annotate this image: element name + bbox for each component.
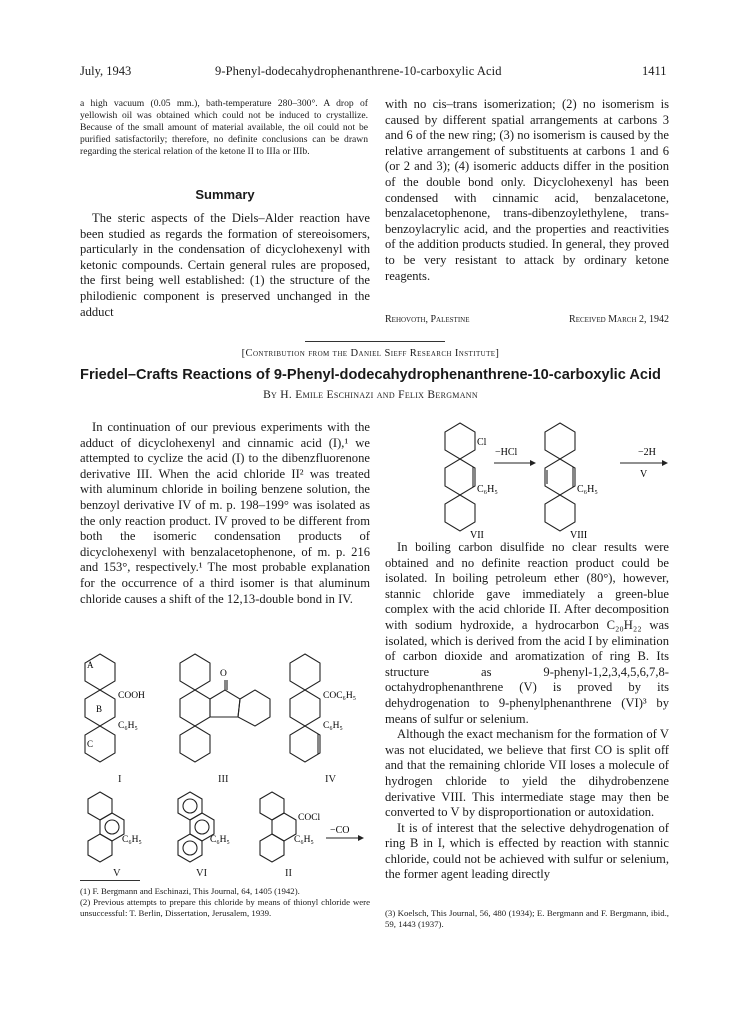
oxo-label: O: [220, 669, 227, 679]
structure-v: [88, 792, 124, 862]
label-v: V: [113, 868, 121, 879]
summary-continued: with no cis–trans isomerization; (2) no isomerism is caused by different spatial arrangements at carbons 3 and 6 of the new ring; (3) no isomerism is caused by the relative arrangement of substituents at carbons 1 and 6 (or 2 and 3); (4) isomeric adducts differ in the position of the double bond only. Dicyclohexenyl has been condensed with cinnamic acid, benzalacetone, benzalacetophenone, trans-dibenzoylethylene, trans-benzoylacrylic acid, and the properties and reactivities of the addition products studied. In general, they proved to be very resistant to attack by ordinary ketone reagents.: [385, 97, 669, 283]
ph-label-i: C₆H₅: [118, 721, 138, 731]
right-body: [385, 540, 669, 883]
footnote-1: (1) F. Bergmann and Eschinazi, This Journal, 64, 1405 (1942).: [80, 886, 300, 896]
received-date: Received March 2, 1942: [569, 314, 669, 325]
structure-ii: [260, 792, 296, 862]
ring-c-label: C: [87, 739, 94, 749]
running-title: 9-Phenyl-dodecahydrophenanthrene-10-carboxylic Acid: [215, 64, 502, 78]
experimental-note: a high vacuum (0.05 mm.), bath-temperature 280–300°. A drop of yellowish oil was obtained which could not be induced to crystallize. Because of the small amount of material available, the oil could not be purified satisfactorily; therefore, no definite conclusions can be drawn regarding the sterical relation of the ketone II to IIIa or IIIb.: [80, 98, 368, 157]
cocl-label: COCl: [298, 813, 321, 823]
label-viii: VIII: [570, 530, 588, 540]
scheme-row-1: [80, 650, 370, 770]
article-divider: [305, 341, 445, 342]
ph-label-ii: C₆H₅: [294, 835, 314, 845]
label-vi: VI: [196, 868, 208, 879]
contribution-line: [Contribution from the Daniel Sieff Research Institute]: [241, 348, 500, 359]
arrow-minus-co-head: [358, 835, 364, 841]
article-authors: By H. Emile Eschinazi and Felix Bergmann: [263, 389, 478, 401]
signature-line: [385, 314, 669, 325]
label-ii: II: [285, 868, 292, 879]
structure-iv: [290, 654, 320, 762]
summary-text: The steric aspects of the Diels–Alder reaction have been studied as regards the formation of stereoisomers, particularly in the condensation of dicyclohexenyl with ketonic compounds. Certain general rules are proposed, the first being well established: (1) the structure of the philodienic component is preserved unchanged in the adduct: [80, 211, 370, 319]
header-date: July, 1943: [80, 64, 132, 78]
place: Rehovoth, Palestine: [385, 314, 470, 325]
arrow2-target: V: [640, 469, 648, 480]
scheme-row-2: [80, 790, 370, 880]
label-iv: IV: [325, 774, 337, 785]
arrow-1-head: [530, 460, 536, 466]
page-number: 1411: [642, 64, 667, 78]
benzoyl-label: COC₆H₅: [323, 691, 357, 701]
structure-viii: [545, 423, 575, 531]
intro-paragraph: In continuation of our previous experiments with the adduct of dicyclohexenyl and cinnamic acid (I),¹ we attempted to cyclize the acid (I) to the dibenzfluorenone derivative III. When the acid chloride II² was treated with aluminum chloride in boiling benzene solution, the benzoyl derivative IV of m. p. 198–199° was isolated as the only reaction product. IV proved to be different from both the isomeric condensation products of dicyclohexenyl with benzalacetophenone, of m. p. 216 and 153°, respectively.¹ The most probable explanation for the occurrence of a third isomer is that aluminum chloride causes a shift of the 12,13-double bond in IV.: [80, 420, 370, 606]
paragraph-mechanism: Although the exact mechanism for the formation of V was not elucidated, we believe that first CO is split off and that the remaining chloride VII loses a molecule of hydrogen chloride to yield the dihydrobenzene derivative VIII. This intermediate stage may then be converted to V by disproportionation or autoxidation.: [385, 727, 669, 820]
cooh-label: COOH: [118, 691, 145, 701]
label-vii: VII: [470, 530, 484, 540]
ring-a-label: A: [87, 660, 94, 670]
footnote-3: (3) Koelsch, This Journal, 56, 480 (1934); E. Bergmann and F. Bergmann, ibid., 59, 1443 (1937).: [385, 908, 669, 929]
summary-heading: Summary: [195, 187, 255, 202]
substituent-cl: Cl: [477, 437, 487, 448]
minus-co-label: −CO: [330, 825, 350, 836]
article-title: Friedel–Crafts Reactions of 9-Phenyl-dodecahydrophenanthrene-10-carboxylic Acid: [80, 367, 661, 383]
arrow2-label: −2H: [638, 447, 656, 458]
ring-b-label: B: [96, 704, 103, 714]
label-i: I: [118, 774, 122, 785]
structure-vi: [178, 792, 214, 862]
footnotes-left: [80, 886, 370, 918]
structure-vii: [445, 423, 475, 531]
scheme-vii-viii: [430, 415, 690, 540]
footnote-2: (2) Previous attempts to prepare this chloride by means of thionyl chloride were unsuccessful: T. Berlin, Dissertation, Jerusalem, 1939.: [80, 896, 370, 918]
arrow1-label: −HCl: [495, 447, 518, 458]
ph-label-v: C₆H₅: [122, 835, 142, 845]
footnote-rule: [80, 880, 140, 881]
ph-label-vi: C₆H₅: [210, 835, 230, 845]
paragraph-sncl4: In boiling carbon disulfide no clear results were obtained and no definite reaction product could be isolated. In boiling petroleum ether (80°), however, stannic chloride gave immediately a green-blue complex with the acid chloride II. After decomposition with sodium hydroxide, a hydrocarbon C₂₀H₂₂ was isolated, which is derived from the acid I by elimination of carbon dioxide and aromatization of ring B. Its structure as 9-phenyl-1,2,3,4,5,6,7,8-octahydrophenanthrene (V) is proved by its dehydrogenation to 9-phenylphenanthrene (VI)³ by means of sulfur or selenium.: [385, 540, 669, 726]
substituent-ph-vii: C₆H₅: [477, 484, 498, 495]
ph-label-iv: C₆H₅: [323, 721, 343, 731]
arrow-2-head: [662, 460, 668, 466]
paragraph-selective: It is of interest that the selective dehydrogenation of ring B in I, which is effected by reaction with stannic chloride, could not be achieved with sulfur or selenium, the former agent leading directly: [385, 820, 669, 882]
substituent-ph-viii: C₆H₅: [577, 484, 598, 495]
label-iii: III: [218, 774, 229, 785]
